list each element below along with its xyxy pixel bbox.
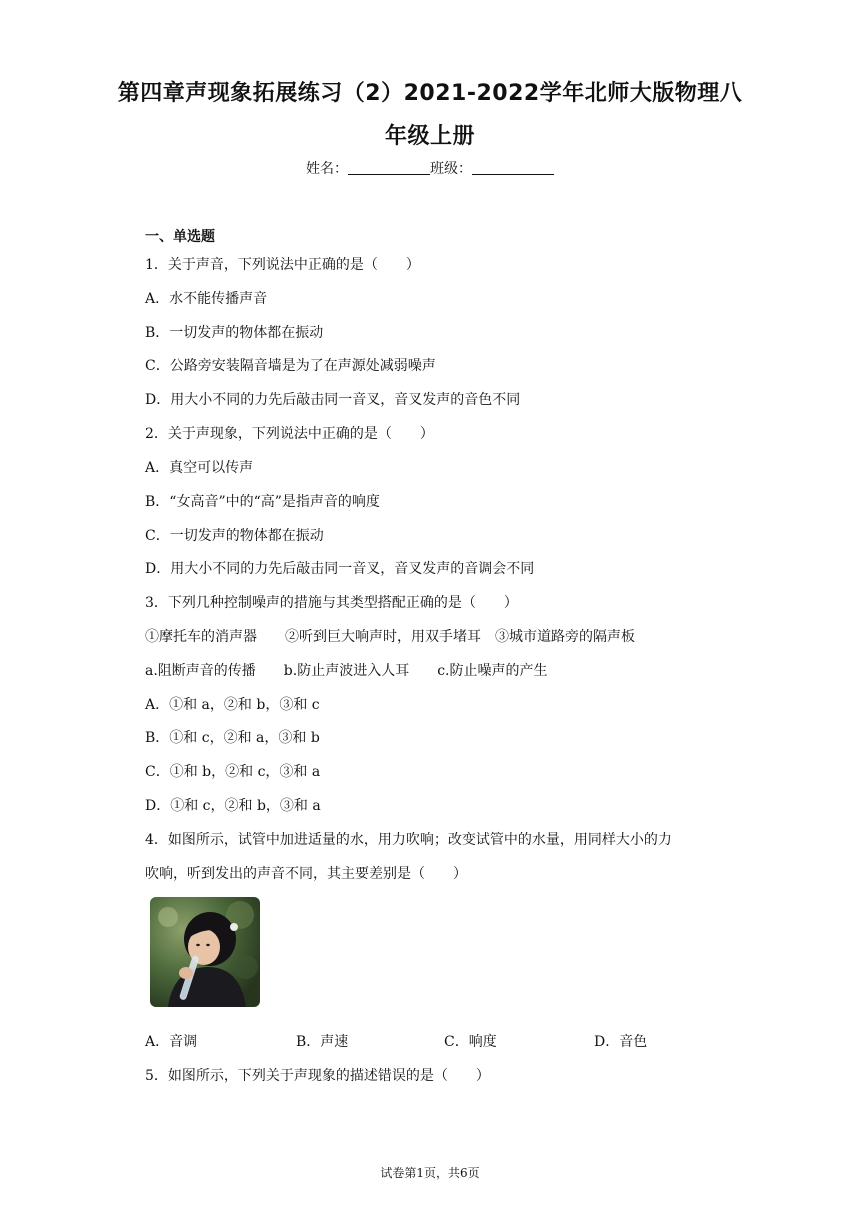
girl-blowing-test-tube-photo bbox=[150, 897, 260, 1007]
photo-illustration bbox=[150, 897, 260, 1007]
question-3-option-d: D．①和 c，②和 b，③和 a bbox=[145, 798, 321, 814]
question-1-option-c: C．公路旁安装隔音墙是为了在声源处减弱噪声 bbox=[145, 358, 436, 374]
question-1-option-a: A．水不能传播声音 bbox=[145, 291, 268, 307]
name-blank bbox=[348, 160, 430, 175]
question-2-option-c: C．一切发声的物体都在振动 bbox=[145, 528, 324, 544]
question-1-stem: 1．关于声音，下列说法中正确的是（ ） bbox=[145, 257, 420, 273]
question-4-option-a: A．音调 bbox=[145, 1034, 198, 1050]
question-4-stem-line-2: 吹响，听到发出的声音不同，其主要差别是（ ） bbox=[145, 866, 467, 882]
question-1-option-d: D．用大小不同的力先后敲击同一音叉，音叉发声的音色不同 bbox=[145, 392, 521, 408]
question-3-option-c: C．①和 b，②和 c，③和 a bbox=[145, 764, 321, 780]
question-2-option-d: D．用大小不同的力先后敲击同一音叉，音叉发声的音调会不同 bbox=[145, 561, 535, 577]
question-3-stem: 3．下列几种控制噪声的措施与其类型搭配正确的是（ ） bbox=[145, 595, 518, 611]
question-3-option-b: B．①和 c，②和 a，③和 b bbox=[145, 730, 320, 746]
class-blank bbox=[472, 160, 554, 175]
question-4-option-c: C．响度 bbox=[444, 1034, 497, 1050]
question-4-option-d: D．音色 bbox=[594, 1034, 648, 1050]
question-5-stem: 5．如图所示，下列关于声现象的描述错误的是（ ） bbox=[145, 1068, 490, 1084]
section-heading: 一、单选题 bbox=[145, 229, 215, 245]
question-4-stem-line-1: 4．如图所示，试管中加进适量的水，用力吹响；改变试管中的水量，用同样大小的力 bbox=[145, 832, 672, 848]
question-2-option-b: B．“女高音”中的“高”是指声音的响度 bbox=[145, 494, 380, 510]
question-2-stem: 2．关于声现象，下列说法中正确的是（ ） bbox=[145, 426, 434, 442]
question-3-types: a.阻断声音的传播 b.防止声波进入人耳 c.防止噪声的产生 bbox=[145, 663, 548, 679]
question-3-measures: ①摩托车的消声器 ②听到巨大响声时，用双手堵耳 ③城市道路旁的隔声板 bbox=[145, 629, 635, 645]
page-title-line-2: 年级上册 bbox=[384, 124, 475, 149]
student-info bbox=[0, 158, 860, 178]
question-4-option-b: B．声速 bbox=[296, 1034, 349, 1050]
page-footer: 试卷第1页，共6页 bbox=[380, 1166, 480, 1180]
page-title-line-1: 第四章声现象拓展练习（2）2021-2022学年北师大版物理八 bbox=[117, 81, 743, 106]
name-label: 姓名： bbox=[306, 161, 348, 177]
question-1-option-b: B．一切发声的物体都在振动 bbox=[145, 325, 324, 341]
question-2-option-a: A．真空可以传声 bbox=[145, 460, 254, 476]
class-label: 班级： bbox=[430, 161, 472, 177]
question-3-option-a: A．①和 a，②和 b，③和 c bbox=[145, 697, 320, 713]
